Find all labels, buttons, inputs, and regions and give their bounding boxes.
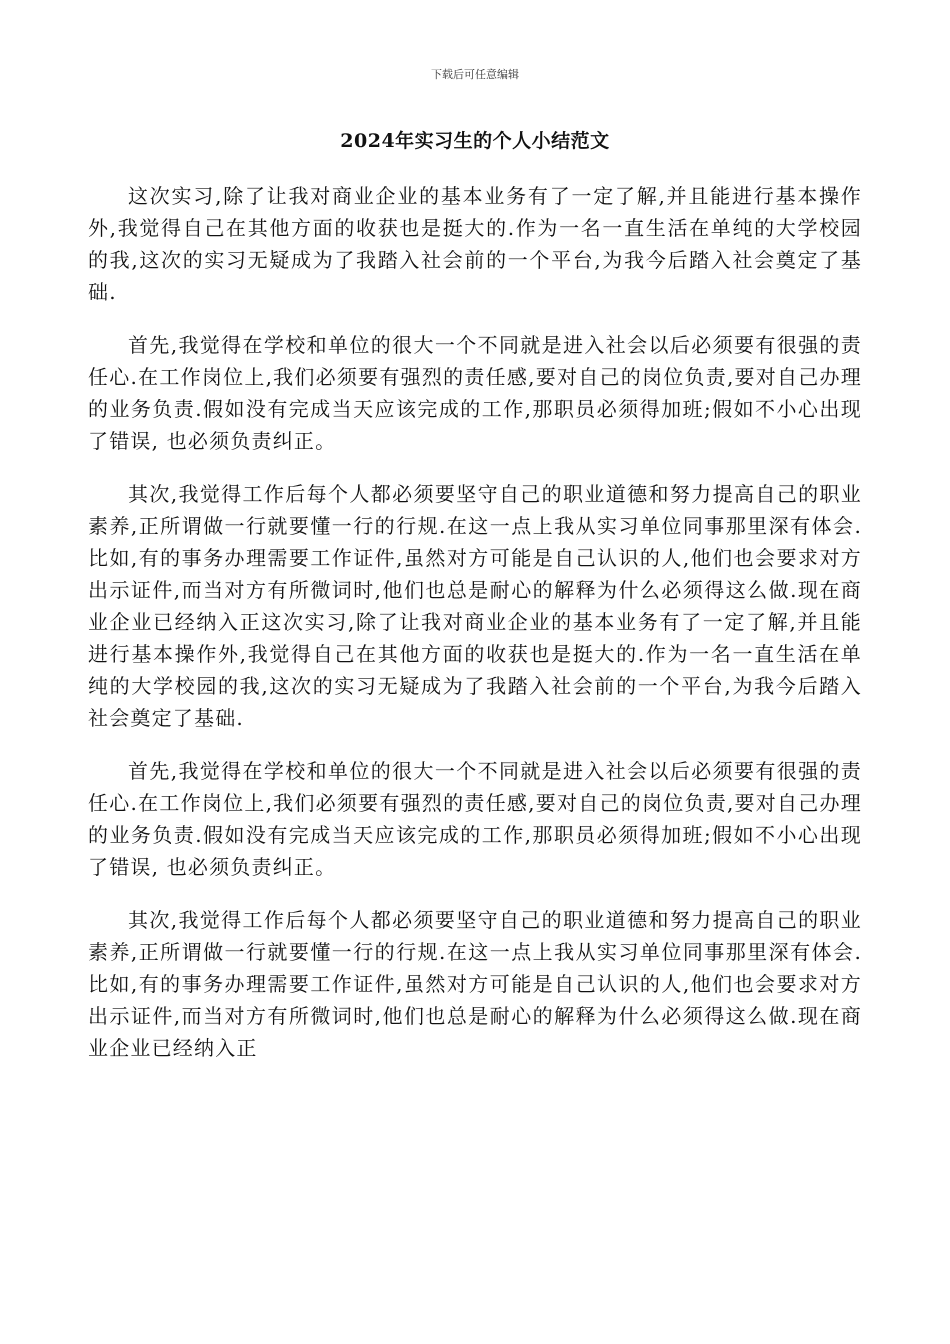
paragraph: 其次,我觉得工作后每个人都必须要坚守自己的职业道德和努力提高自己的职业素养,正所谓做一行就要懂一行的行规.在这一点上我从实习单位同事那里深有体会.比如,有的事务办理需要工作证件,虽然对方可能是自己认识的人,他们也会要求对方出示证件,而当对方有所微词时,他们也总是耐心的解释为什么必须得这么做.现在商业企业已经纳入正这次实习,除了让我对商业企业的基本业务有了一定了解,并且能进行基本操作外,我觉得自己在其他方面的收获也是挺大的.作为一名一直生活在单纯的大学校园的我,这次的实习无疑成为了我踏入社会前的一个平台,为我今后踏入社会奠定了基础. (88, 482, 862, 730)
header-note: 下载后可任意编辑 (431, 68, 519, 81)
document-title: 2024年实习生的个人小结范文 (340, 130, 610, 152)
paragraph: 这次实习,除了让我对商业企业的基本业务有了一定了解,并且能进行基本操作外,我觉得自己在其他方面的收获也是挺大的.作为一名一直生活在单纯的大学校园的我,这次的实习无疑成为了我踏入社会前的一个平台,为我今后踏入社会奠定了基础. (88, 184, 862, 304)
document-body (88, 180, 862, 1085)
paragraph: 首先,我觉得在学校和单位的很大一个不同就是进入社会以后必须要有很强的责任心.在工作岗位上,我们必须要有强烈的责任感,要对自己的岗位负责,要对自己办理的业务负责.假如没有完成当天应该完成的工作,那职员必须得加班;假如不小心出现了错误, 也必须负责纠正。 (88, 759, 862, 879)
paragraph: 首先,我觉得在学校和单位的很大一个不同就是进入社会以后必须要有很强的责任心.在工作岗位上,我们必须要有强烈的责任感,要对自己的岗位负责,要对自己办理的业务负责.假如没有完成当天应该完成的工作,那职员必须得加班;假如不小心出现了错误, 也必须负责纠正。 (88, 333, 862, 453)
paragraph: 其次,我觉得工作后每个人都必须要坚守自己的职业道德和努力提高自己的职业素养,正所谓做一行就要懂一行的行规.在这一点上我从实习单位同事那里深有体会.比如,有的事务办理需要工作证件,虽然对方可能是自己认识的人,他们也会要求对方出示证件,而当对方有所微词时,他们也总是耐心的解释为什么必须得这么做.现在商业企业已经纳入正 (88, 908, 862, 1060)
